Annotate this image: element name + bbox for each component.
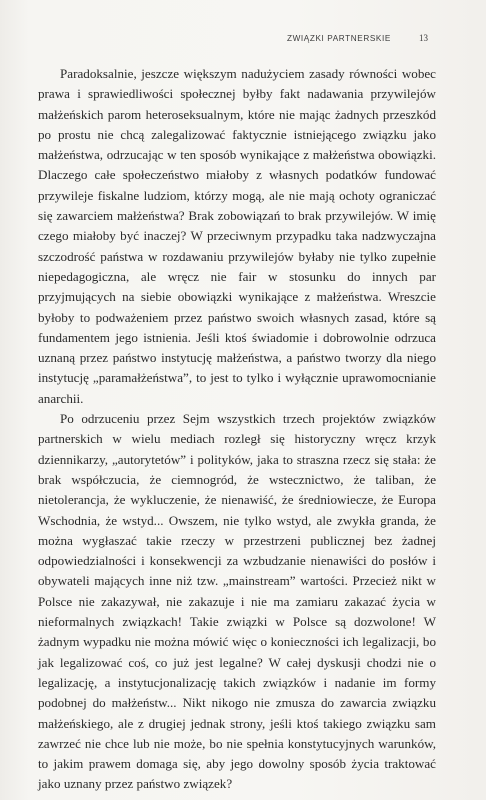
body-text: [38, 64, 436, 795]
page-number: 13: [419, 33, 428, 43]
running-head: [0, 34, 486, 48]
paragraph-2: Po odrzuceniu przez Sejm wszystkich trzech projektów związków partnerskich w wielu mediach rozległ się historyczny wręcz krzyk dziennikarzy, „autorytetów” i polityków, jaka to straszna rzecz się stała: że brak współczucia, że ciemnogród, że wstecznictwo, że taliban, że nietolerancja, że wykluczenie, że nienawiść, że średniowiecze, że Europa Wschodnia, że wstyd... Owszem, nie tylko wstyd, ale zwykła granda, że można wygłaszać takie rzeczy w przestrzeni publicznej bez żadnej odpowiedzialności i konsekwencji za wzbudzanie nienawiści do posłów i obywateli mających inne niż tzw. „mainstream” wartości. Przecież nikt w Polsce nie zakazywał, nie zakazuje i nie ma zamiaru zakazać życia w nieformalnych związkach! Takie związki w Polsce są dozwolone! W żadnym wypadku nie można mówić więc o konieczności ich legalizacji, bo jak legalizować coś, co już jest legalne? W całej dyskusji chodzi nie o legalizację, a instytucjonalizację takich związków i nadanie im formy podobnej do małżeństw... Nikt nikogo nie zmusza do zawarcia związku małżeńskiego, ale z drugiej jednak strony, jeśli ktoś takiego związku sam zawrzeć nie chce lub nie może, bo nie spełnia konstytucyjnych warunków, to jakim prawem domaga się, aby jego dowolny sposób życia traktować jako uznany przez państwo związek?: [38, 411, 436, 792]
paragraph-1: Paradoksalnie, jeszcze większym nadużyciem zasady równości wobec prawa i sprawiedliwości społecznej byłby fakt nadawania przywilejów małżeńskich parom heteroseksualnym, które nie mając żadnych przeszkód po prostu nie chcą zalegalizować faktycznie istniejącego związku jako małżeństwa, odrzucając w ten sposób wynikające z małżeństwa obowiązki. Dlaczego całe społeczeństwo miałoby z własnych podatków fundować przywileje fiskalne ludziom, którzy mogą, ale nie mają ochoty ograniczać się zawarciem małżeństwa? Brak zobowiązań to brak przywilejów. W imię czego miałoby być inaczej? W przeciwnym przypadku taka nadzwyczajna szczodrość państwa w rozdawaniu przywilejów byłaby nie tylko zupełnie niepedagogiczna, ale wręcz nie fair w stosunku do innych par przyjmujących na siebie obowiązki wynikające z małżeństwa. Wreszcie byłoby to podważeniem przez państwo swoich własnych zasad, które są fundamentem jego istnienia. Jeśli ktoś świadomie i dobrowolnie odrzuca uznaną przez państwo instytucję małżeństwa, a państwo tworzy dla niego instytucję „paramałżeństwa”, to jest to tylko i wyłącznie uprawomocnianie anarchii.: [38, 66, 436, 406]
running-head-title: ZWIĄZKI PARTNERSKIE: [287, 34, 391, 43]
